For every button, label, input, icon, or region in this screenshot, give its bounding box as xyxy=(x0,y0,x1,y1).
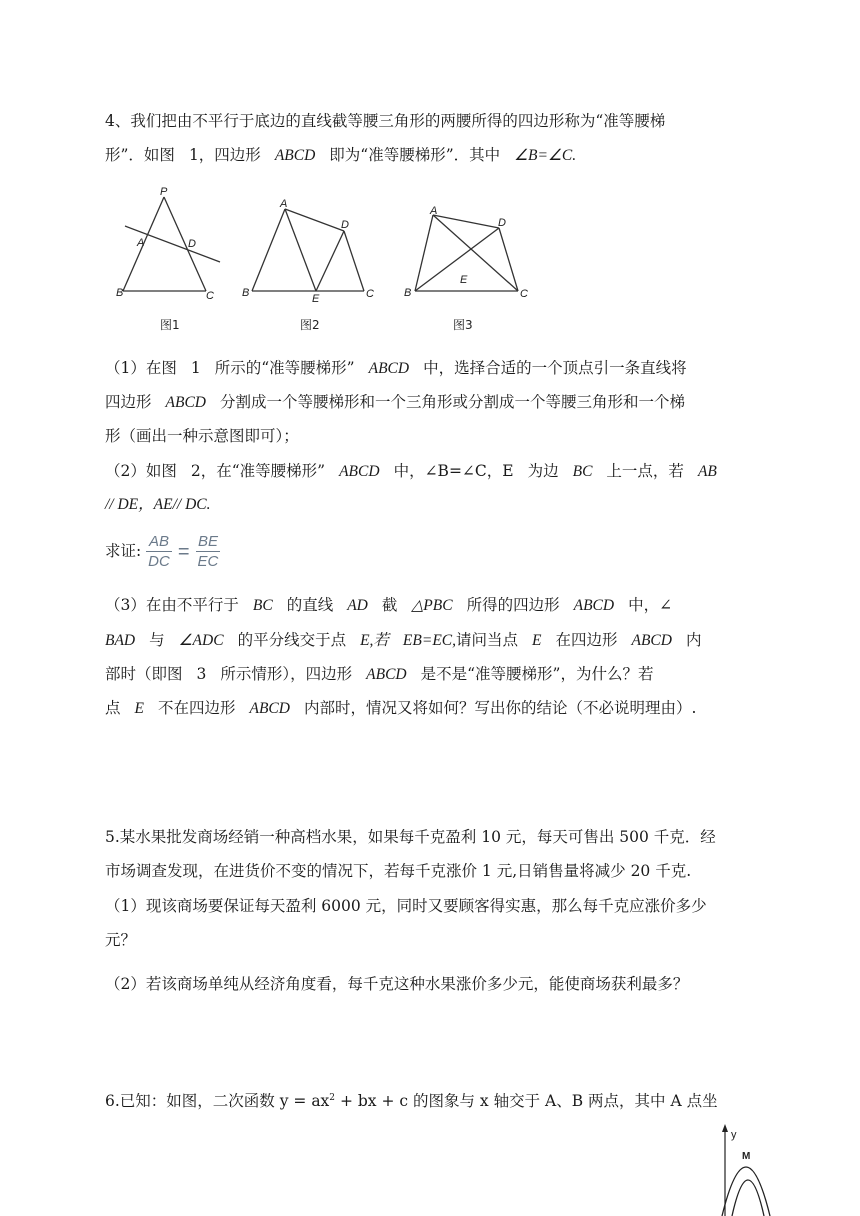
proof-fraction-left xyxy=(146,533,172,572)
q4-part3-text-f: △PBC xyxy=(411,597,453,614)
q5-line1: 5.某水果批发商场经销一种高档水果，如果每千克盈利 10 元，每天可售出 500 千克．经 xyxy=(105,828,716,846)
q4-part3-text-z: 点 xyxy=(105,699,121,717)
proof-label: 求证: xyxy=(105,542,142,560)
q4-part1-line1 xyxy=(105,357,687,380)
fig2-label-c: C xyxy=(366,288,374,300)
q4-part2-line2: // DE，AE// DC. xyxy=(105,496,211,513)
fig3-label-d: D xyxy=(498,217,506,229)
q4-part1-text-a: （1）在图 xyxy=(105,359,177,377)
proof-den-left: DC xyxy=(148,552,170,570)
q4-part3-text-g: 所得的四边形 xyxy=(466,596,560,614)
q4-part1-text-f: 四边形 xyxy=(105,393,152,411)
y-axis-arrow-icon xyxy=(722,1124,728,1132)
q4-part3-text-e: 截 xyxy=(381,596,398,614)
q4-part3-text-h: ABCD xyxy=(573,597,615,614)
q4-part3-text-w: 所示情形），四边形 xyxy=(220,665,353,683)
q4-part3-text-y: 是不是“准等腰梯形”，为什么？若 xyxy=(420,665,654,683)
q6-text-a: 6.已知：如图，二次函数 y = ax xyxy=(105,1092,330,1111)
vertex-label-m: M xyxy=(742,1151,751,1162)
parabola-curve-inner xyxy=(732,1180,764,1216)
q4-part1-text-c: 所示的“准等腰梯形” xyxy=(214,359,355,377)
q4-line2-c: ABCD xyxy=(274,147,316,164)
q4-part3-text-k: 与 xyxy=(149,631,165,649)
q4-part3-text-p: 请问当点 xyxy=(456,631,519,649)
q4-part3-text-x: ABCD xyxy=(366,666,407,683)
q4-line2-a: 形”．如图 xyxy=(105,146,175,164)
q4-part2-text-c: ABCD xyxy=(339,463,380,480)
q4-part2-text-g: 上一点，若 xyxy=(606,462,684,480)
fig3-label-a: A xyxy=(430,205,438,217)
proof-den-right: EC xyxy=(197,552,219,570)
q4-part1-text-b: 1 xyxy=(190,359,201,377)
q4-part2-text-a: （2）如图 xyxy=(105,462,177,480)
q4-line1: 4、我们把由不平行于底边的直线截等腰三角形的两腰所得的四边形称为“准等腰梯 xyxy=(105,112,666,130)
q4-figures xyxy=(100,183,540,341)
q4-part1-text-d: ABCD xyxy=(368,360,410,377)
q4-part3-line2 xyxy=(105,629,701,652)
q6-text-b: + bx + c 的图象与 x 轴交于 A、B 两点，其中 A 点坐 xyxy=(335,1092,718,1111)
q6-superscript: 2 xyxy=(329,1093,336,1103)
q4-part3-text-aa: E xyxy=(134,700,144,717)
proof-equals: = xyxy=(177,541,190,563)
q4-part3-text-m: 的平分线交于点 xyxy=(237,631,347,649)
q4-part3-text-a: （3）在由不平行于 xyxy=(105,596,239,614)
q4-part2-text-h: AB xyxy=(697,463,717,480)
fig1-label-c: C xyxy=(206,290,214,302)
q5-line3: （1）现该商场要保证每天盈利 6000 元，同时又要顾客得实惠，那么每千克应涨价多少 xyxy=(105,897,707,915)
fig1-label-p: P xyxy=(160,186,168,198)
q4-part3-text-ad: 内部时，情况又将如何？写出你的结论（不必说明理由）. xyxy=(303,699,697,717)
q5-line4: 元？ xyxy=(105,931,137,949)
q4-part1-line3: 形（画出一种示意图即可）； xyxy=(105,427,299,445)
fig2-label-d: D xyxy=(341,219,349,231)
q4-part1-text-h: 分割成一个等腰梯形和一个三角形或分割成一个等腰三角形和一个梯 xyxy=(219,393,685,411)
q4-part3-text-q: E xyxy=(532,632,542,649)
q5-line2: 市场调查发现，在进货价不变的情况下，若每千克涨价 1 元,日销售量将减少 20 千克. xyxy=(105,862,692,880)
fig3-label-e: E xyxy=(460,274,468,286)
q4-part3-text-v: 3 xyxy=(196,665,207,683)
q4-part3-line1 xyxy=(105,594,672,617)
q5-line5: （2）若该商场单纯从经济角度看，每千克这种水果涨价多少元，能使商场获利最多？ xyxy=(105,975,689,993)
q4-part1-line2 xyxy=(105,391,685,414)
q4-part3-text-o: EB=EC, xyxy=(402,632,456,649)
q4-line2-d: 即为“准等腰梯形”．其中 xyxy=(329,146,501,164)
q4-part3-text-i: 中，∠ xyxy=(628,596,673,614)
q4-part3-text-c: 的直线 xyxy=(286,596,334,614)
q4-line2-e: ∠B=∠C. xyxy=(514,147,577,164)
fig2-label-e: E xyxy=(312,293,320,305)
q4-part3-text-b: BC xyxy=(252,597,273,614)
fig3-label-b: B xyxy=(404,287,412,299)
q4-part1-text-e: 中，选择合适的一个顶点引一条直线将 xyxy=(423,359,687,377)
y-axis-label: y xyxy=(731,1129,737,1141)
q4-part2-text-e: 为边 xyxy=(527,462,559,480)
q4-part3-text-j: BAD xyxy=(105,632,136,649)
q4-part1-text-g: ABCD xyxy=(165,394,206,411)
q4-part3-line4 xyxy=(105,697,696,720)
fig3-caption: 图3 xyxy=(453,318,473,332)
q4-part3-text-t: 内 xyxy=(685,631,702,649)
fig2-label-b: B xyxy=(242,287,250,299)
fig1-caption: 图1 xyxy=(160,318,180,332)
fig1-label-b: B xyxy=(116,287,124,299)
q4-part3-text-s: ABCD xyxy=(631,632,672,649)
fig1-label-a: A xyxy=(137,237,145,249)
fig2-label-a: A xyxy=(280,198,288,210)
q4-line2-b: 1，四边形 xyxy=(188,146,261,164)
q4-part2-text-f: BC xyxy=(572,463,593,480)
q6-line1 xyxy=(105,1087,718,1112)
q4-part2-text-b: 2，在“准等腰梯形” xyxy=(190,462,326,480)
q4-part2-text-d: 中，∠B=∠C，E xyxy=(393,462,514,480)
proof-num-right: BE xyxy=(196,533,221,552)
fig1-label-d: D xyxy=(188,238,196,250)
fig3-label-c: C xyxy=(520,288,528,300)
q4-part3-text-u: 部时（即图 xyxy=(105,665,183,683)
proof-num-left: AB xyxy=(146,533,172,552)
q4-part3-text-d: AD xyxy=(347,597,368,614)
q4-part3-text-l: ∠ADC xyxy=(178,632,224,649)
q4-part3-text-r: 在四边形 xyxy=(555,631,618,649)
q4-part3-text-ab: 不在四边形 xyxy=(157,699,236,717)
q4-part3-text-ac: ABCD xyxy=(249,700,290,717)
q4-part3-line3 xyxy=(105,663,653,686)
proof-fraction-right xyxy=(196,533,221,572)
q4-part2-line1 xyxy=(105,460,717,483)
q4-line2 xyxy=(105,144,576,167)
q6-graph xyxy=(708,1122,778,1216)
fig2-caption: 图2 xyxy=(300,318,320,332)
q4-proof xyxy=(105,528,220,576)
q4-part3-text-n: E,若 xyxy=(360,632,389,649)
